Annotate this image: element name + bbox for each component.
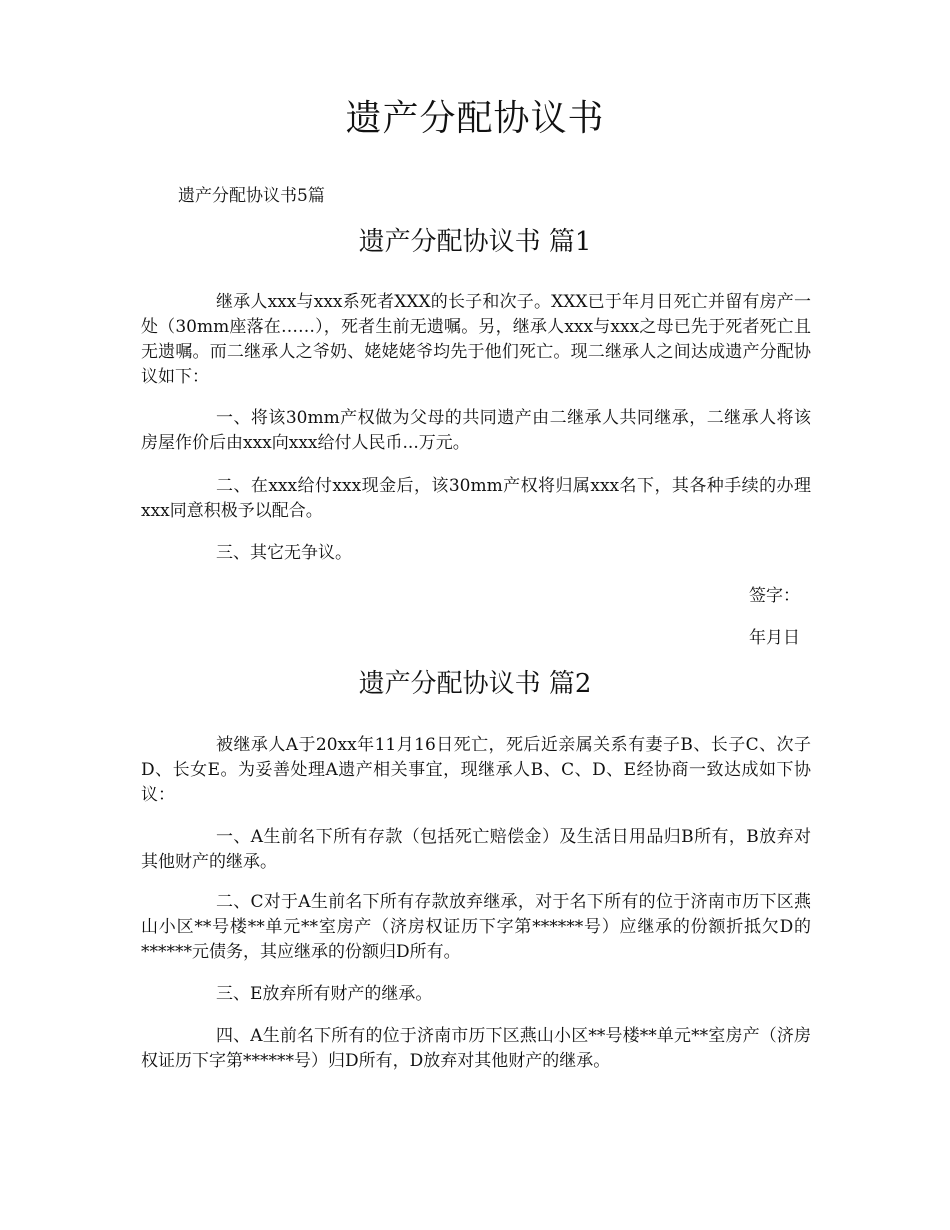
paragraph-1-4: 三、其它无争议。 [216,543,352,563]
paragraph-1-3: 二、在xxx给付xxx现金后，该30mm产权将归属xxx名下，其各种手续的办理xxx同意积极予以配合。 [141,476,811,521]
paragraph-2-1: 被继承人A于20xx年11月16日死亡，死后近亲属关系有妻子B、长子C、次子D、长女E。为妥善处理A遗产相关事宜，现继承人B、C、D、E经协商一致达成如下协议： [141,735,811,805]
section-heading-1: 遗产分配协议书 篇1 [358,227,592,257]
signature-label: 签字： [749,586,800,606]
paragraph-2-4: 三、E放弃所有财产的继承。 [216,984,433,1004]
date-label: 年月日 [749,628,800,648]
paragraph-2-3: 二、C对于A生前名下所有存款放弃继承，对于名下所有的位于济南市历下区燕山小区**号楼**单元**室房产（济房权证历下字第******号）应继承的份额折抵欠D的******元债务，其应继承的份额归D所有。 [141,892,811,962]
paragraph-1-2: 一、将该30mm产权做为父母的共同遗产由二继承人共同继承，二继承人将该房屋作价后由xxx向xxx给付人民币...万元。 [141,408,811,453]
document-subtitle: 遗产分配协议书5篇 [178,186,325,206]
paragraph-1-1: 继承人xxx与xxx系死者XXX的长子和次子。XXX已于年月日死亡并留有房产一处（30mm座落在……），死者生前无遗嘱。另，继承人xxx与xxx之母已先于死者死亡且无遗嘱。而二继承人之爷奶、姥姥姥爷均先于他们死亡。现二继承人之间达成遗产分配协议如下： [141,292,811,387]
paragraph-2-2: 一、A生前名下所有存款（包括死亡赔偿金）及生活日用品归B所有，B放弃对其他财产的继承。 [141,827,811,872]
section-heading-2: 遗产分配协议书 篇2 [358,669,592,699]
paragraph-2-5: 四、A生前名下所有的位于济南市历下区燕山小区**号楼**单元**室房产（济房权证历下字第******号）归D所有，D放弃对其他财产的继承。 [141,1026,811,1071]
document-title: 遗产分配协议书 [345,98,605,139]
